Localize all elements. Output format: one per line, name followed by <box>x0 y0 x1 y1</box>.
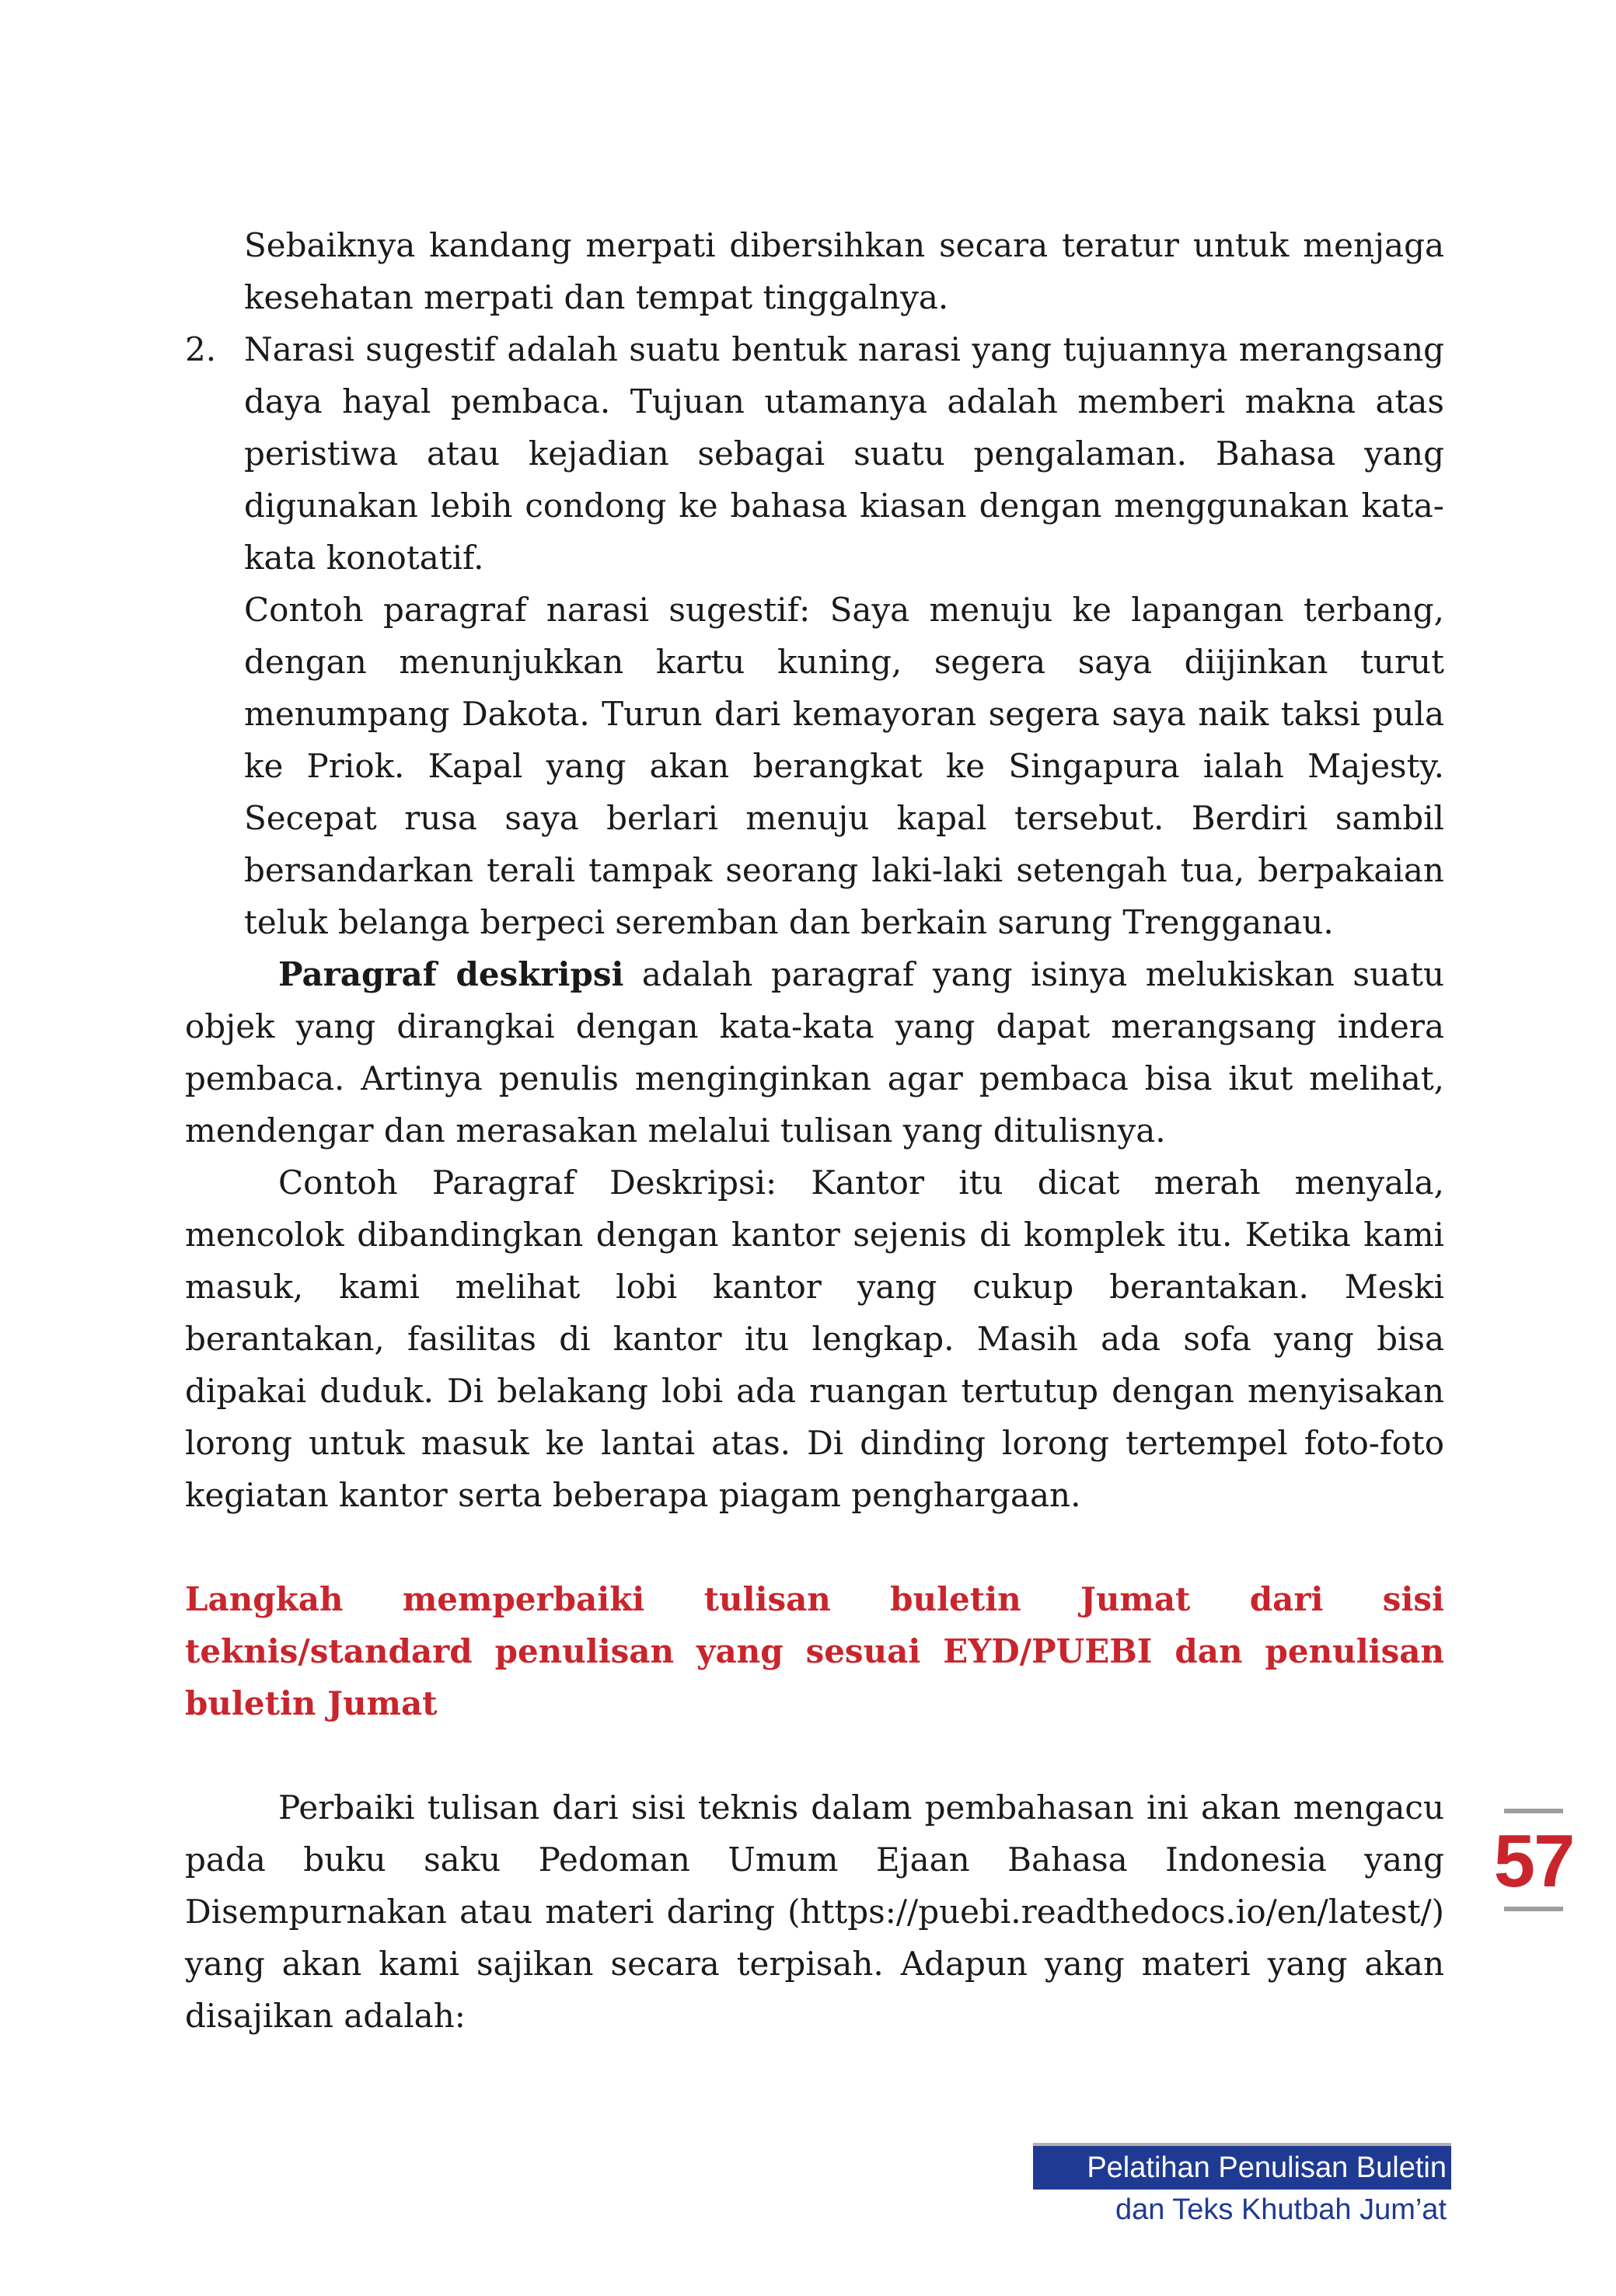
list-item-text: Narasi sugestif adalah suatu bentuk narasi yang tujuannya merangsang daya hayal pembaca. Tujuan utamanya adalah memberi makna atas peristiwa atau kejadian sebagai suatu pengalaman. Bahasa yang digunakan lebih condong ke bahasa kiasan dengan menggunakan kata-kata konotatif. <box>244 330 1444 577</box>
description-text: adalah paragraf yang isinya melukiskan suatu objek yang dirangkai dengan kata-kata yang dapat merangsang indera pembaca. Artinya penulis menginginkan agar pembaca bisa ikut melihat, mendengar dan merasakan melalui tulisan yang ditulisnya. <box>185 955 1444 1150</box>
description-paragraph <box>185 948 1444 1157</box>
paragraph-continuation: Sebaiknya kandang merpati dibersihkan secara teratur untuk menjaga kesehatan merpati dan tempat tinggalnya. <box>244 226 1444 316</box>
section-heading: Langkah memperbaiki tulisan buletin Jumat dari sisi teknis/standard penulisan yang sesuai EYD/PUEBI dan penulisan buletin Jumat <box>185 1580 1444 1722</box>
page-number-bottom-rule <box>1504 1907 1563 1911</box>
list-item-example: Contoh paragraf narasi sugestif: Saya menuju ke lapangan terbang, dengan menunjukkan kartu kuning, segera saya diijinkan turut menumpang Dakota. Turun dari kemayoran segera saya naik taksi pula ke Priok. Kapal yang akan berangkat ke Singapura ialah Majesty. Secepat rusa saya berlari menuju kapal tersebut. Berdiri sambil bersandarkan terali tampak seorang laki-laki setengah tua, berpakaian teluk belanga berpeci seremban dan berkain sarung Trengganau. <box>244 591 1444 941</box>
page-number-block <box>1491 1809 1576 1911</box>
description-term: Paragraf deskripsi <box>278 955 624 993</box>
list-number: 2. <box>185 330 217 368</box>
page-number-top-rule <box>1504 1809 1563 1813</box>
list-item-2 <box>185 323 1444 948</box>
footer-title-line2: dan Teks Khutbah Jum’at <box>1115 2193 1447 2226</box>
footer-title-line1: Pelatihan Penulisan Buletin <box>1033 2146 1451 2190</box>
running-footer <box>1033 2143 1451 2230</box>
final-paragraph: Perbaiki tulisan dari sisi teknis dalam pembahasan ini akan mengacu pada buku saku Pedoman Umum Ejaan Bahasa Indonesia yang Disempurnakan atau materi daring (https://puebi.readthedocs.io/en/latest/) yang akan kami sajikan secara terpisah. Adapun yang materi yang akan disajikan adalah: <box>185 1788 1444 2035</box>
page-number: 57 <box>1493 1820 1574 1903</box>
page-content <box>185 219 1444 2042</box>
description-example: Contoh Paragraf Deskripsi: Kantor itu dicat merah menyala, mencolok dibandingkan dengan kantor sejenis di komplek itu. Ketika kami masuk, kami melihat lobi kantor yang cukup berantakan. Meski berantakan, fasilitas di kantor itu lengkap. Masih ada sofa yang bisa dipakai duduk. Di belakang lobi ada ruangan tertutup dengan menyisakan lorong untuk masuk ke lantai atas. Di dinding lorong tertempel foto-foto kegiatan kantor serta beberapa piagam penghargaan. <box>185 1164 1444 1514</box>
